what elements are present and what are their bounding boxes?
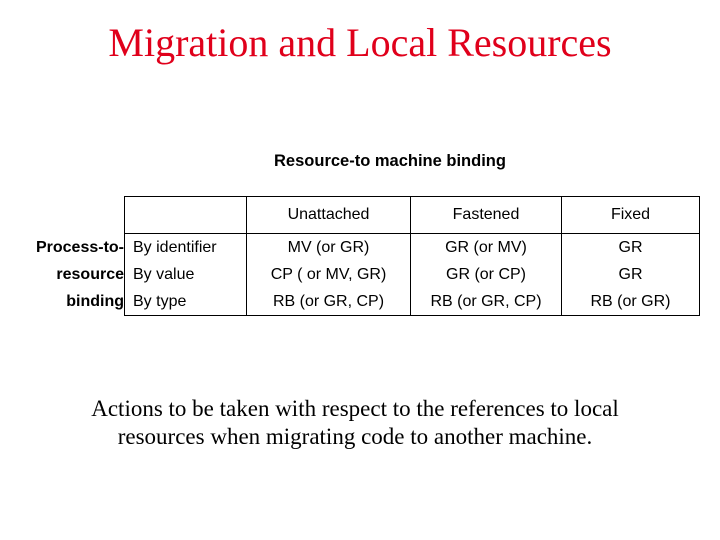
caption-line: Actions to be taken with respect to the references to local bbox=[91, 396, 619, 421]
cell-value: GR bbox=[618, 239, 643, 256]
column-header-fastened: Fastened bbox=[411, 197, 562, 234]
row-group-label-line: resource bbox=[56, 266, 124, 283]
fastened-cell bbox=[411, 234, 562, 316]
slide-caption bbox=[0, 395, 710, 451]
corner-cell bbox=[125, 197, 247, 234]
slide-title: Migration and Local Resources bbox=[108, 20, 612, 65]
cell-value: RB (or GR) bbox=[590, 293, 671, 310]
row-labels-cell bbox=[125, 234, 247, 316]
cell-value: GR (or MV) bbox=[445, 239, 527, 256]
cell-value: RB (or GR, CP) bbox=[430, 293, 542, 310]
row-label-by-identifier: By identifier bbox=[133, 239, 217, 256]
row-group-label bbox=[14, 234, 124, 315]
row-label-by-value: By value bbox=[133, 266, 195, 283]
body-row bbox=[125, 234, 700, 316]
column-header-unattached: Unattached bbox=[247, 197, 411, 234]
row-group-label-line: binding bbox=[66, 293, 124, 310]
fixed-cell bbox=[562, 234, 700, 316]
cell-value: GR (or CP) bbox=[446, 266, 526, 283]
cell-value: MV (or GR) bbox=[287, 239, 370, 256]
header-row bbox=[125, 197, 700, 234]
unattached-cell bbox=[247, 234, 411, 316]
cell-value: CP ( or MV, GR) bbox=[270, 266, 387, 283]
caption-line: resources when migrating code to another machine. bbox=[117, 424, 593, 449]
cell-value: RB (or GR, CP) bbox=[272, 293, 385, 310]
table-title: Resource-to machine binding bbox=[274, 152, 506, 170]
column-header-fixed: Fixed bbox=[562, 197, 700, 234]
cell-value: GR bbox=[618, 266, 643, 283]
row-label-by-type: By type bbox=[133, 293, 187, 310]
binding-table bbox=[124, 196, 700, 316]
row-group-label-line: Process-to- bbox=[35, 239, 124, 256]
